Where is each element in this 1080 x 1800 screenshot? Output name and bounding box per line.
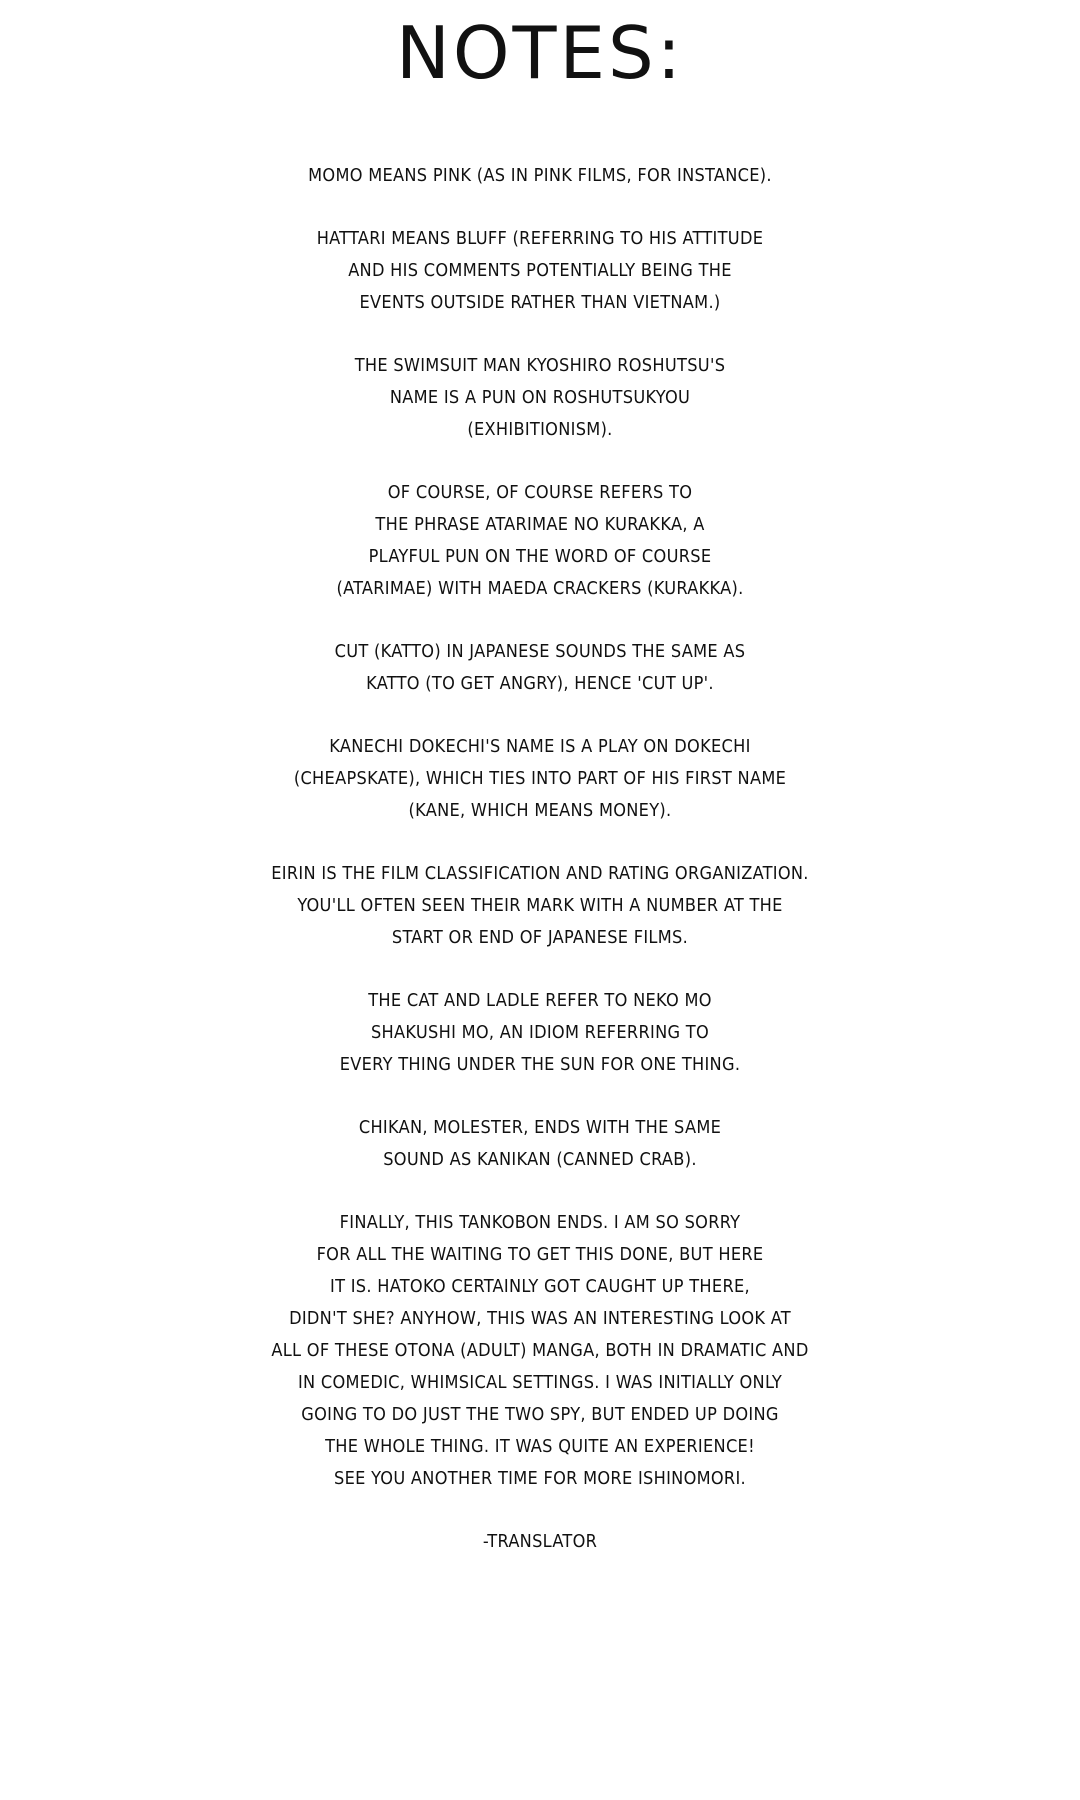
note-paragraph xyxy=(0,858,1080,954)
note-paragraph xyxy=(0,731,1080,827)
note-line: IT IS. HATOKO CERTAINLY GOT CAUGHT UP THERE, xyxy=(330,1276,750,1297)
note-line: EVERY THING UNDER THE SUN FOR ONE THING. xyxy=(339,1054,741,1075)
note-line: HATTARI MEANS BLUFF (REFERRING TO HIS ATTITUDE xyxy=(316,228,764,249)
note-line: EVENTS OUTSIDE RATHER THAN VIETNAM.) xyxy=(359,292,721,313)
note-line: OF COURSE, OF COURSE REFERS TO xyxy=(387,482,693,503)
note-paragraph xyxy=(0,636,1080,700)
note-line: EIRIN IS THE FILM CLASSIFICATION AND RATING ORGANIZATION. xyxy=(271,863,809,884)
note-line: START OR END OF JAPANESE FILMS. xyxy=(391,927,689,948)
note-line: NAME IS A PUN ON ROSHUTSUKYOU xyxy=(389,387,691,408)
note-line: SHAKUSHI MO, AN IDIOM REFERRING TO xyxy=(370,1022,710,1043)
note-paragraph xyxy=(0,985,1080,1081)
note-line: ALL OF THESE OTONA (ADULT) MANGA, BOTH IN DRAMATIC AND xyxy=(271,1340,809,1361)
note-paragraph xyxy=(0,350,1080,446)
note-paragraph xyxy=(0,160,1080,192)
note-line: KANECHI DOKECHI'S NAME IS A PLAY ON DOKECHI xyxy=(329,736,751,757)
note-line: (KANE, WHICH MEANS MONEY). xyxy=(408,800,672,821)
note-line: GOING TO DO JUST THE TWO SPY, BUT ENDED UP DOING xyxy=(301,1404,779,1425)
note-line: FINALLY, THIS TANKOBON ENDS. I AM SO SORRY xyxy=(339,1212,741,1233)
note-line: CHIKAN, MOLESTER, ENDS WITH THE SAME xyxy=(358,1117,722,1138)
note-line: (CHEAPSKATE), WHICH TIES INTO PART OF HIS FIRST NAME xyxy=(293,768,787,789)
note-line: (EXHIBITIONISM). xyxy=(467,419,613,440)
note-line: PLAYFUL PUN ON THE WORD OF COURSE xyxy=(368,546,712,567)
note-line: YOU'LL OFTEN SEEN THEIR MARK WITH A NUMBER AT THE xyxy=(297,895,783,916)
notes-list xyxy=(0,160,1080,1558)
note-line: IN COMEDIC, WHIMSICAL SETTINGS. I WAS INITIALLY ONLY xyxy=(297,1372,783,1393)
note-paragraph xyxy=(0,1207,1080,1495)
note-paragraph xyxy=(0,223,1080,319)
note-line: SEE YOU ANOTHER TIME FOR MORE ISHINOMORI. xyxy=(334,1468,746,1489)
note-paragraph xyxy=(0,1112,1080,1176)
note-line: (ATARIMAE) WITH MAEDA CRACKERS (KURAKKA). xyxy=(336,578,744,599)
note-line: DIDN'T SHE? ANYHOW, THIS WAS AN INTERESTING LOOK AT xyxy=(289,1308,791,1329)
note-line: THE SWIMSUIT MAN KYOSHIRO ROSHUTSU'S xyxy=(354,355,726,376)
note-line: THE CAT AND LADLE REFER TO NEKO MO xyxy=(368,990,712,1011)
note-line: FOR ALL THE WAITING TO GET THIS DONE, BUT HERE xyxy=(316,1244,764,1265)
translator-signature: -TRANSLATOR xyxy=(482,1531,598,1552)
note-line: KATTO (TO GET ANGRY), HENCE 'CUT UP'. xyxy=(366,673,714,694)
note-line: THE WHOLE THING. IT WAS QUITE AN EXPERIENCE! xyxy=(325,1436,755,1457)
note-paragraph xyxy=(0,477,1080,605)
note-line: CUT (KATTO) IN JAPANESE SOUNDS THE SAME AS xyxy=(334,641,746,662)
page-title: NOTES: xyxy=(396,11,684,95)
note-line: AND HIS COMMENTS POTENTIALLY BEING THE xyxy=(348,260,732,281)
note-line: SOUND AS KANIKAN (CANNED CRAB). xyxy=(383,1149,697,1170)
note-line: THE PHRASE ATARIMAE NO KURAKKA, A xyxy=(375,514,705,535)
note-line: MOMO MEANS PINK (AS IN PINK FILMS, FOR INSTANCE). xyxy=(308,165,772,186)
